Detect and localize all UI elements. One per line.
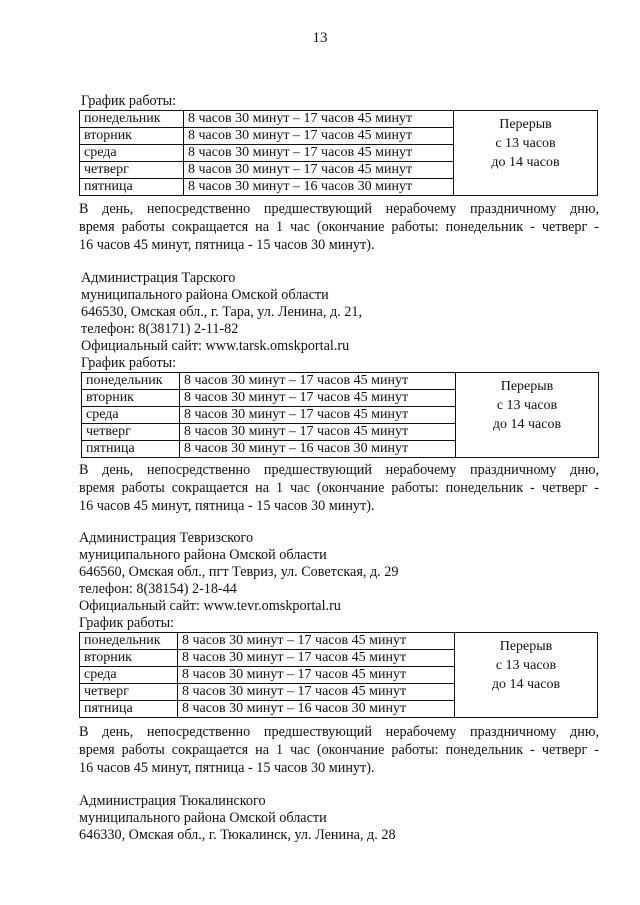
break-cell xyxy=(456,373,599,458)
hours-cell: 8 часов 30 минут – 17 часов 45 минут xyxy=(180,424,456,441)
schedule-label: График работы: xyxy=(79,615,175,631)
hours-cell: 8 часов 30 минут – 17 часов 45 минут xyxy=(184,145,454,162)
note-line: 16 часов 45 минут, пятница - 15 часов 30 минут). xyxy=(79,498,375,514)
hours-cell: 8 часов 30 минут – 17 часов 45 минут xyxy=(178,633,455,650)
break-line: до 14 часов xyxy=(491,155,560,170)
break-line: Перерыв xyxy=(499,639,553,654)
day-cell: пятница xyxy=(80,701,178,718)
note-line: 16 часов 45 минут, пятница - 15 часов 30 минут). xyxy=(79,237,375,253)
table-row xyxy=(80,111,598,128)
hours-cell: 8 часов 30 минут – 17 часов 45 минут xyxy=(178,650,455,667)
org-address: 646530, Омская обл., г. Тара, ул. Ленина, д. 21, xyxy=(81,304,362,320)
hours-cell: 8 часов 30 минут – 17 часов 45 минут xyxy=(178,667,455,684)
day-cell: понедельник xyxy=(80,111,184,128)
day-cell: понедельник xyxy=(82,373,180,390)
schedule-table xyxy=(79,632,598,718)
day-cell: вторник xyxy=(80,650,178,667)
org-subtitle: муниципального района Омской области xyxy=(81,287,329,303)
day-cell: четверг xyxy=(80,684,178,701)
org-subtitle: муниципального района Омской области xyxy=(79,810,327,826)
hours-cell: 8 часов 30 минут – 16 часов 30 минут xyxy=(184,179,454,196)
note-line: 16 часов 45 минут, пятница - 15 часов 30 минут). xyxy=(79,760,375,776)
table-row xyxy=(82,373,599,390)
org-website: Официальный сайт: www.tevr.omskportal.ru xyxy=(79,598,341,614)
schedule-label: График работы: xyxy=(81,93,177,109)
day-cell: понедельник xyxy=(80,633,178,650)
day-cell: четверг xyxy=(82,424,180,441)
table-row xyxy=(80,633,598,650)
hours-cell: 8 часов 30 минут – 17 часов 45 минут xyxy=(180,390,456,407)
break-line: до 14 часов xyxy=(491,677,561,692)
break-line: с 13 часов xyxy=(496,398,558,413)
break-cell xyxy=(455,633,598,718)
org-name: Администрация Тевризского xyxy=(79,530,254,546)
hours-cell: 8 часов 30 минут – 17 часов 45 минут xyxy=(184,162,454,179)
hours-cell: 8 часов 30 минут – 16 часов 30 минут xyxy=(178,701,455,718)
break-cell xyxy=(454,111,598,196)
day-cell: пятница xyxy=(82,441,180,458)
org-address: 646330, Омская обл., г. Тюкалинск, ул. Ленина, д. 28 xyxy=(79,827,396,843)
hours-cell: 8 часов 30 минут – 17 часов 45 минут xyxy=(180,373,456,390)
schedule-table xyxy=(81,372,599,458)
org-address: 646560, Омская обл., пгт Тевриз, ул. Советская, д. 29 xyxy=(79,564,399,580)
break-line: до 14 часов xyxy=(492,417,562,432)
hours-cell: 8 часов 30 минут – 16 часов 30 минут xyxy=(180,441,456,458)
org-website: Официальный сайт: www.tarsk.omskportal.ru xyxy=(81,338,350,354)
day-cell: пятница xyxy=(80,179,184,196)
note-line: В день, непосредственно предшествующий нерабочему праздничному дню, xyxy=(79,201,599,217)
hours-cell: 8 часов 30 минут – 17 часов 45 минут xyxy=(180,407,456,424)
org-name: Администрация Тюкалинского xyxy=(79,793,266,809)
note-line: время работы сокращается на 1 час (окончание работы: понедельник - четверг - xyxy=(79,219,599,235)
org-phone: телефон: 8(38171) 2-11-82 xyxy=(81,321,239,337)
page-number: 13 xyxy=(312,30,328,46)
note-line: время работы сокращается на 1 час (окончание работы: понедельник - четверг - xyxy=(79,480,599,496)
day-cell: среда xyxy=(82,407,180,424)
day-cell: среда xyxy=(80,145,184,162)
schedule-table xyxy=(79,110,598,196)
day-cell: среда xyxy=(80,667,178,684)
break-line: Перерыв xyxy=(500,379,554,394)
org-name: Администрация Тарского xyxy=(81,270,236,286)
day-cell: вторник xyxy=(80,128,184,145)
break-line: с 13 часов xyxy=(495,658,557,673)
break-line: с 13 часов xyxy=(495,136,556,151)
note-line: время работы сокращается на 1 час (окончание работы: понедельник - четверг - xyxy=(79,742,599,758)
hours-cell: 8 часов 30 минут – 17 часов 45 минут xyxy=(178,684,455,701)
org-phone: телефон: 8(38154) 2-18-44 xyxy=(79,581,237,597)
schedule-label: График работы: xyxy=(81,355,177,371)
note-line: В день, непосредственно предшествующий нерабочему праздничному дню, xyxy=(79,462,599,478)
note-line: В день, непосредственно предшествующий нерабочему праздничному дню, xyxy=(79,724,599,740)
break-line: Перерыв xyxy=(499,117,552,132)
hours-cell: 8 часов 30 минут – 17 часов 45 минут xyxy=(184,128,454,145)
org-subtitle: муниципального района Омской области xyxy=(79,547,327,563)
hours-cell: 8 часов 30 минут – 17 часов 45 минут xyxy=(184,111,454,128)
day-cell: вторник xyxy=(82,390,180,407)
day-cell: четверг xyxy=(80,162,184,179)
